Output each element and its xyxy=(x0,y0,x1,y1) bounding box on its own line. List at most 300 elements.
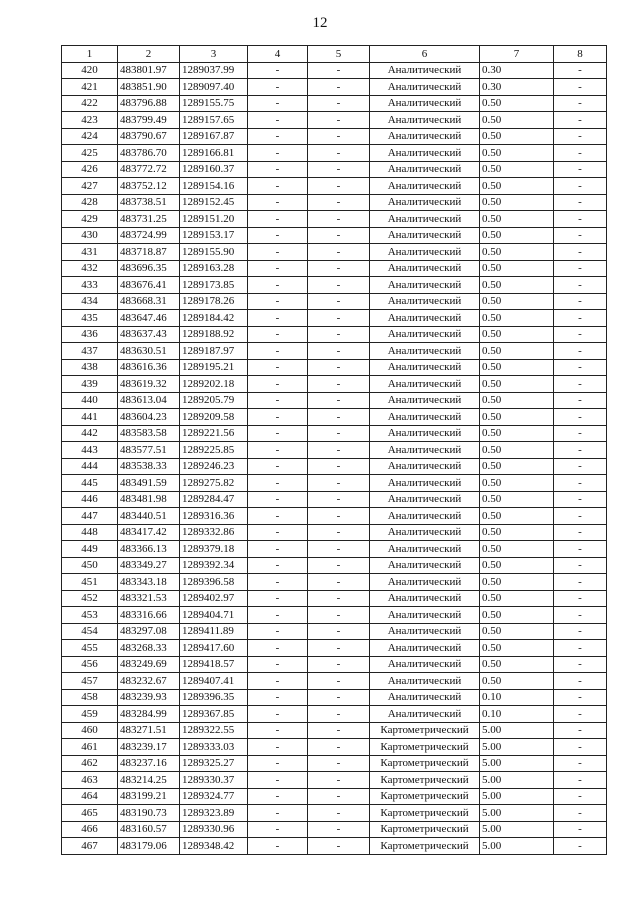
method-cell: Аналитический xyxy=(370,409,480,426)
y-coordinate-cell: 1289316.36 xyxy=(180,508,248,525)
method-cell: Аналитический xyxy=(370,359,480,376)
point-number-cell: 455 xyxy=(62,640,118,657)
column-4-cell: - xyxy=(248,838,308,855)
point-number-cell: 421 xyxy=(62,79,118,96)
y-coordinate-cell: 1289166.81 xyxy=(180,145,248,162)
column-8-cell: - xyxy=(554,376,607,393)
column-8-cell: - xyxy=(554,821,607,838)
column-5-cell: - xyxy=(308,623,370,640)
point-number-cell: 459 xyxy=(62,706,118,723)
column-4-cell: - xyxy=(248,491,308,508)
column-8-cell: - xyxy=(554,739,607,756)
x-coordinate-cell: 483616.36 xyxy=(118,359,180,376)
column-4-cell: - xyxy=(248,62,308,79)
point-number-cell: 426 xyxy=(62,161,118,178)
table-row xyxy=(62,425,607,442)
column-5-cell: - xyxy=(308,475,370,492)
point-number-cell: 423 xyxy=(62,112,118,129)
method-cell: Аналитический xyxy=(370,541,480,558)
table-row xyxy=(62,128,607,145)
table-row xyxy=(62,244,607,261)
coordinates-table xyxy=(61,45,607,855)
column-4-cell: - xyxy=(248,409,308,426)
accuracy-cell: 0.50 xyxy=(480,260,554,277)
table-row xyxy=(62,79,607,96)
y-coordinate-cell: 1289157.65 xyxy=(180,112,248,129)
column-4-cell: - xyxy=(248,722,308,739)
y-coordinate-cell: 1289284.47 xyxy=(180,491,248,508)
column-5-cell: - xyxy=(308,277,370,294)
column-5-cell: - xyxy=(308,788,370,805)
point-number-cell: 438 xyxy=(62,359,118,376)
column-5-cell: - xyxy=(308,211,370,228)
point-number-cell: 450 xyxy=(62,557,118,574)
x-coordinate-cell: 483790.67 xyxy=(118,128,180,145)
point-number-cell: 448 xyxy=(62,524,118,541)
x-coordinate-cell: 483752.12 xyxy=(118,178,180,195)
accuracy-cell: 0.50 xyxy=(480,326,554,343)
method-cell: Картометрический xyxy=(370,821,480,838)
column-4-cell: - xyxy=(248,293,308,310)
accuracy-cell: 0.50 xyxy=(480,425,554,442)
method-cell: Аналитический xyxy=(370,475,480,492)
column-8-cell: - xyxy=(554,755,607,772)
table-row xyxy=(62,805,607,822)
table-row xyxy=(62,739,607,756)
point-number-cell: 462 xyxy=(62,755,118,772)
column-8-cell: - xyxy=(554,79,607,96)
column-8-cell: - xyxy=(554,805,607,822)
accuracy-cell: 0.50 xyxy=(480,95,554,112)
method-cell: Аналитический xyxy=(370,623,480,640)
column-8-cell: - xyxy=(554,475,607,492)
column-5-cell: - xyxy=(308,260,370,277)
column-5-cell: - xyxy=(308,95,370,112)
column-8-cell: - xyxy=(554,673,607,690)
x-coordinate-cell: 483801.97 xyxy=(118,62,180,79)
accuracy-cell: 0.50 xyxy=(480,640,554,657)
y-coordinate-cell: 1289160.37 xyxy=(180,161,248,178)
accuracy-cell: 0.50 xyxy=(480,656,554,673)
accuracy-cell: 0.50 xyxy=(480,524,554,541)
method-cell: Аналитический xyxy=(370,145,480,162)
column-5-cell: - xyxy=(308,607,370,624)
table-row xyxy=(62,95,607,112)
table-row xyxy=(62,623,607,640)
x-coordinate-cell: 483799.49 xyxy=(118,112,180,129)
point-number-cell: 447 xyxy=(62,508,118,525)
column-5-cell: - xyxy=(308,293,370,310)
point-number-cell: 465 xyxy=(62,805,118,822)
y-coordinate-cell: 1289155.75 xyxy=(180,95,248,112)
column-8-cell: - xyxy=(554,211,607,228)
column-8-cell: - xyxy=(554,310,607,327)
x-coordinate-cell: 483668.31 xyxy=(118,293,180,310)
point-number-cell: 440 xyxy=(62,392,118,409)
y-coordinate-cell: 1289202.18 xyxy=(180,376,248,393)
y-coordinate-cell: 1289411.89 xyxy=(180,623,248,640)
method-cell: Аналитический xyxy=(370,293,480,310)
point-number-cell: 452 xyxy=(62,590,118,607)
accuracy-cell: 0.50 xyxy=(480,277,554,294)
column-4-cell: - xyxy=(248,343,308,360)
y-coordinate-cell: 1289246.23 xyxy=(180,458,248,475)
column-8-cell: - xyxy=(554,359,607,376)
column-5-cell: - xyxy=(308,310,370,327)
point-number-cell: 434 xyxy=(62,293,118,310)
column-4-cell: - xyxy=(248,689,308,706)
column-8-cell: - xyxy=(554,326,607,343)
method-cell: Аналитический xyxy=(370,376,480,393)
method-cell: Картометрический xyxy=(370,788,480,805)
column-5-cell: - xyxy=(308,409,370,426)
table-row xyxy=(62,491,607,508)
method-cell: Аналитический xyxy=(370,442,480,459)
x-coordinate-cell: 483772.72 xyxy=(118,161,180,178)
y-coordinate-cell: 1289184.42 xyxy=(180,310,248,327)
x-coordinate-cell: 483179.06 xyxy=(118,838,180,855)
point-number-cell: 449 xyxy=(62,541,118,558)
column-5-cell: - xyxy=(308,739,370,756)
method-cell: Картометрический xyxy=(370,772,480,789)
x-coordinate-cell: 483718.87 xyxy=(118,244,180,261)
column-5-cell: - xyxy=(308,656,370,673)
point-number-cell: 442 xyxy=(62,425,118,442)
table-row xyxy=(62,62,607,79)
column-8-cell: - xyxy=(554,656,607,673)
accuracy-cell: 0.50 xyxy=(480,161,554,178)
table-row xyxy=(62,211,607,228)
x-coordinate-cell: 483676.41 xyxy=(118,277,180,294)
table-row xyxy=(62,838,607,855)
method-cell: Аналитический xyxy=(370,310,480,327)
x-coordinate-cell: 483239.17 xyxy=(118,739,180,756)
column-5-cell: - xyxy=(308,145,370,162)
column-5-cell: - xyxy=(308,161,370,178)
column-8-cell: - xyxy=(554,244,607,261)
x-coordinate-cell: 483366.13 xyxy=(118,541,180,558)
table-row xyxy=(62,392,607,409)
column-5-cell: - xyxy=(308,508,370,525)
column-8-cell: - xyxy=(554,112,607,129)
accuracy-cell: 0.30 xyxy=(480,62,554,79)
table-body xyxy=(62,62,607,854)
column-header: 5 xyxy=(308,46,370,63)
point-number-cell: 427 xyxy=(62,178,118,195)
method-cell: Картометрический xyxy=(370,755,480,772)
column-8-cell: - xyxy=(554,343,607,360)
column-4-cell: - xyxy=(248,79,308,96)
x-coordinate-cell: 483738.51 xyxy=(118,194,180,211)
column-4-cell: - xyxy=(248,458,308,475)
x-coordinate-cell: 483284.99 xyxy=(118,706,180,723)
method-cell: Аналитический xyxy=(370,343,480,360)
point-number-cell: 444 xyxy=(62,458,118,475)
column-header: 7 xyxy=(480,46,554,63)
table-row xyxy=(62,772,607,789)
accuracy-cell: 5.00 xyxy=(480,739,554,756)
column-4-cell: - xyxy=(248,145,308,162)
y-coordinate-cell: 1289221.56 xyxy=(180,425,248,442)
column-8-cell: - xyxy=(554,425,607,442)
x-coordinate-cell: 483604.23 xyxy=(118,409,180,426)
y-coordinate-cell: 1289396.58 xyxy=(180,574,248,591)
table-row xyxy=(62,310,607,327)
method-cell: Аналитический xyxy=(370,590,480,607)
table-row xyxy=(62,293,607,310)
x-coordinate-cell: 483796.88 xyxy=(118,95,180,112)
column-5-cell: - xyxy=(308,722,370,739)
column-5-cell: - xyxy=(308,194,370,211)
column-4-cell: - xyxy=(248,755,308,772)
column-4-cell: - xyxy=(248,244,308,261)
column-4-cell: - xyxy=(248,805,308,822)
x-coordinate-cell: 483786.70 xyxy=(118,145,180,162)
column-4-cell: - xyxy=(248,640,308,657)
accuracy-cell: 0.50 xyxy=(480,359,554,376)
point-number-cell: 436 xyxy=(62,326,118,343)
x-coordinate-cell: 483214.25 xyxy=(118,772,180,789)
column-8-cell: - xyxy=(554,145,607,162)
point-number-cell: 454 xyxy=(62,623,118,640)
point-number-cell: 464 xyxy=(62,788,118,805)
column-4-cell: - xyxy=(248,112,308,129)
accuracy-cell: 5.00 xyxy=(480,788,554,805)
method-cell: Аналитический xyxy=(370,326,480,343)
table-row xyxy=(62,541,607,558)
column-8-cell: - xyxy=(554,838,607,855)
accuracy-cell: 0.50 xyxy=(480,541,554,558)
column-8-cell: - xyxy=(554,623,607,640)
x-coordinate-cell: 483851.90 xyxy=(118,79,180,96)
column-8-cell: - xyxy=(554,689,607,706)
y-coordinate-cell: 1289392.34 xyxy=(180,557,248,574)
x-coordinate-cell: 483619.32 xyxy=(118,376,180,393)
table-row xyxy=(62,442,607,459)
accuracy-cell: 0.50 xyxy=(480,673,554,690)
y-coordinate-cell: 1289379.18 xyxy=(180,541,248,558)
column-8-cell: - xyxy=(554,722,607,739)
column-8-cell: - xyxy=(554,293,607,310)
x-coordinate-cell: 483481.98 xyxy=(118,491,180,508)
column-4-cell: - xyxy=(248,277,308,294)
y-coordinate-cell: 1289323.89 xyxy=(180,805,248,822)
accuracy-cell: 0.50 xyxy=(480,442,554,459)
accuracy-cell: 0.50 xyxy=(480,376,554,393)
x-coordinate-cell: 483271.51 xyxy=(118,722,180,739)
y-coordinate-cell: 1289178.26 xyxy=(180,293,248,310)
y-coordinate-cell: 1289225.85 xyxy=(180,442,248,459)
column-5-cell: - xyxy=(308,425,370,442)
x-coordinate-cell: 483343.18 xyxy=(118,574,180,591)
x-coordinate-cell: 483417.42 xyxy=(118,524,180,541)
point-number-cell: 425 xyxy=(62,145,118,162)
table-row xyxy=(62,178,607,195)
accuracy-cell: 5.00 xyxy=(480,755,554,772)
point-number-cell: 431 xyxy=(62,244,118,261)
column-4-cell: - xyxy=(248,475,308,492)
point-number-cell: 466 xyxy=(62,821,118,838)
method-cell: Аналитический xyxy=(370,640,480,657)
x-coordinate-cell: 483613.04 xyxy=(118,392,180,409)
y-coordinate-cell: 1289333.03 xyxy=(180,739,248,756)
point-number-cell: 435 xyxy=(62,310,118,327)
y-coordinate-cell: 1289396.35 xyxy=(180,689,248,706)
table-row xyxy=(62,722,607,739)
method-cell: Картометрический xyxy=(370,838,480,855)
column-5-cell: - xyxy=(308,458,370,475)
table-row xyxy=(62,194,607,211)
accuracy-cell: 5.00 xyxy=(480,805,554,822)
accuracy-cell: 5.00 xyxy=(480,838,554,855)
column-5-cell: - xyxy=(308,772,370,789)
table-header-row xyxy=(62,46,607,63)
column-5-cell: - xyxy=(308,574,370,591)
column-5-cell: - xyxy=(308,128,370,145)
y-coordinate-cell: 1289404.71 xyxy=(180,607,248,624)
method-cell: Аналитический xyxy=(370,260,480,277)
accuracy-cell: 0.50 xyxy=(480,590,554,607)
y-coordinate-cell: 1289163.28 xyxy=(180,260,248,277)
column-4-cell: - xyxy=(248,425,308,442)
column-4-cell: - xyxy=(248,524,308,541)
accuracy-cell: 5.00 xyxy=(480,772,554,789)
y-coordinate-cell: 1289418.57 xyxy=(180,656,248,673)
method-cell: Аналитический xyxy=(370,425,480,442)
x-coordinate-cell: 483538.33 xyxy=(118,458,180,475)
method-cell: Аналитический xyxy=(370,458,480,475)
y-coordinate-cell: 1289417.60 xyxy=(180,640,248,657)
column-4-cell: - xyxy=(248,590,308,607)
method-cell: Аналитический xyxy=(370,508,480,525)
table-row xyxy=(62,260,607,277)
column-5-cell: - xyxy=(308,244,370,261)
column-4-cell: - xyxy=(248,673,308,690)
column-4-cell: - xyxy=(248,772,308,789)
column-5-cell: - xyxy=(308,392,370,409)
column-4-cell: - xyxy=(248,178,308,195)
table-row xyxy=(62,409,607,426)
column-8-cell: - xyxy=(554,128,607,145)
point-number-cell: 457 xyxy=(62,673,118,690)
table-row xyxy=(62,640,607,657)
y-coordinate-cell: 1289205.79 xyxy=(180,392,248,409)
method-cell: Картометрический xyxy=(370,722,480,739)
method-cell: Аналитический xyxy=(370,178,480,195)
point-number-cell: 463 xyxy=(62,772,118,789)
column-4-cell: - xyxy=(248,788,308,805)
y-coordinate-cell: 1289154.16 xyxy=(180,178,248,195)
column-5-cell: - xyxy=(308,79,370,96)
point-number-cell: 445 xyxy=(62,475,118,492)
column-4-cell: - xyxy=(248,211,308,228)
method-cell: Аналитический xyxy=(370,227,480,244)
column-5-cell: - xyxy=(308,590,370,607)
column-5-cell: - xyxy=(308,491,370,508)
accuracy-cell: 0.50 xyxy=(480,392,554,409)
column-8-cell: - xyxy=(554,178,607,195)
accuracy-cell: 0.30 xyxy=(480,79,554,96)
column-8-cell: - xyxy=(554,524,607,541)
point-number-cell: 429 xyxy=(62,211,118,228)
x-coordinate-cell: 483583.58 xyxy=(118,425,180,442)
y-coordinate-cell: 1289209.58 xyxy=(180,409,248,426)
column-8-cell: - xyxy=(554,227,607,244)
accuracy-cell: 0.50 xyxy=(480,557,554,574)
column-5-cell: - xyxy=(308,524,370,541)
y-coordinate-cell: 1289187.97 xyxy=(180,343,248,360)
table-row xyxy=(62,343,607,360)
accuracy-cell: 0.50 xyxy=(480,458,554,475)
column-8-cell: - xyxy=(554,640,607,657)
point-number-cell: 437 xyxy=(62,343,118,360)
column-4-cell: - xyxy=(248,607,308,624)
x-coordinate-cell: 483491.59 xyxy=(118,475,180,492)
method-cell: Аналитический xyxy=(370,161,480,178)
column-8-cell: - xyxy=(554,409,607,426)
column-8-cell: - xyxy=(554,260,607,277)
point-number-cell: 453 xyxy=(62,607,118,624)
column-8-cell: - xyxy=(554,277,607,294)
accuracy-cell: 0.10 xyxy=(480,689,554,706)
method-cell: Аналитический xyxy=(370,524,480,541)
x-coordinate-cell: 483321.53 xyxy=(118,590,180,607)
column-5-cell: - xyxy=(308,805,370,822)
x-coordinate-cell: 483630.51 xyxy=(118,343,180,360)
point-number-cell: 461 xyxy=(62,739,118,756)
table-row xyxy=(62,161,607,178)
y-coordinate-cell: 1289402.97 xyxy=(180,590,248,607)
y-coordinate-cell: 1289330.96 xyxy=(180,821,248,838)
y-coordinate-cell: 1289152.45 xyxy=(180,194,248,211)
column-5-cell: - xyxy=(308,673,370,690)
table-row xyxy=(62,788,607,805)
y-coordinate-cell: 1289275.82 xyxy=(180,475,248,492)
method-cell: Аналитический xyxy=(370,574,480,591)
table-row xyxy=(62,277,607,294)
column-4-cell: - xyxy=(248,359,308,376)
y-coordinate-cell: 1289155.90 xyxy=(180,244,248,261)
accuracy-cell: 0.50 xyxy=(480,623,554,640)
column-5-cell: - xyxy=(308,755,370,772)
table-row xyxy=(62,326,607,343)
table-row xyxy=(62,227,607,244)
column-5-cell: - xyxy=(308,557,370,574)
column-8-cell: - xyxy=(554,392,607,409)
x-coordinate-cell: 483268.33 xyxy=(118,640,180,657)
column-5-cell: - xyxy=(308,442,370,459)
column-4-cell: - xyxy=(248,541,308,558)
accuracy-cell: 0.50 xyxy=(480,244,554,261)
point-number-cell: 439 xyxy=(62,376,118,393)
table-row xyxy=(62,590,607,607)
table-row xyxy=(62,706,607,723)
y-coordinate-cell: 1289167.87 xyxy=(180,128,248,145)
accuracy-cell: 0.50 xyxy=(480,343,554,360)
method-cell: Аналитический xyxy=(370,656,480,673)
y-coordinate-cell: 1289330.37 xyxy=(180,772,248,789)
point-number-cell: 430 xyxy=(62,227,118,244)
column-8-cell: - xyxy=(554,95,607,112)
x-coordinate-cell: 483316.66 xyxy=(118,607,180,624)
table-row xyxy=(62,689,607,706)
x-coordinate-cell: 483637.43 xyxy=(118,326,180,343)
column-5-cell: - xyxy=(308,376,370,393)
column-header: 1 xyxy=(62,46,118,63)
column-8-cell: - xyxy=(554,706,607,723)
column-5-cell: - xyxy=(308,62,370,79)
x-coordinate-cell: 483232.67 xyxy=(118,673,180,690)
